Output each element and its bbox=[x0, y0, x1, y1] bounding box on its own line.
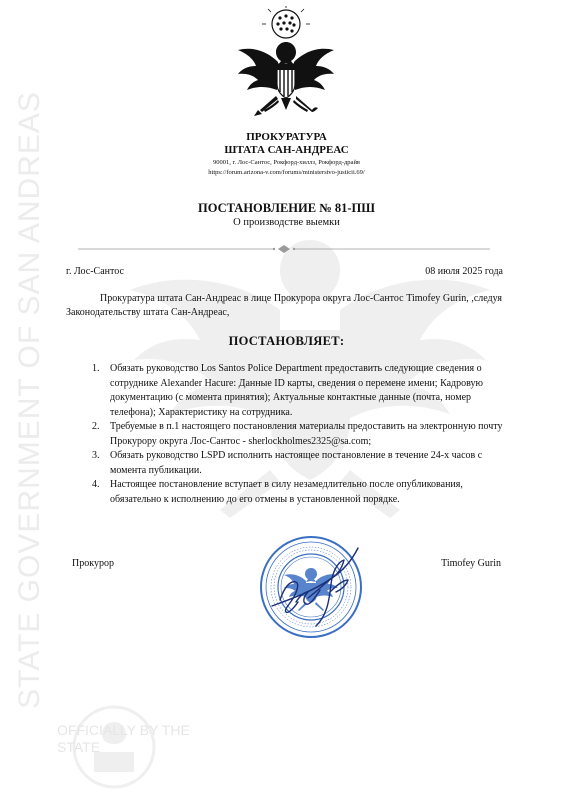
list-item bbox=[80, 449, 510, 478]
decree-heading: ПОСТАНОВЛЯЕТ: bbox=[228, 334, 345, 348]
list-item bbox=[80, 420, 510, 449]
document-place: г. Лос-Сантос bbox=[66, 266, 124, 277]
document-intro: Прокуратура штата Сан-Андреас в лице Прокурора округа Лос-Сантос Timofey Gurin, ,следуя Законодательству штата Сан-Андреас, bbox=[66, 293, 502, 318]
bottom-watermark-text: OFFICIALLY BY THE STATE bbox=[57, 722, 190, 755]
header bbox=[0, 131, 573, 177]
signatory-name: Timofey Gurin bbox=[441, 558, 501, 569]
list-item-number: 3. bbox=[92, 450, 100, 461]
list-item bbox=[80, 362, 510, 420]
org-name-line1: ПРОКУРАТУРА bbox=[246, 131, 327, 143]
list-item bbox=[80, 478, 510, 507]
list-item-number: 1. bbox=[92, 363, 100, 374]
document-date: 08 июля 2025 года bbox=[425, 266, 503, 277]
handwritten-signature-icon bbox=[258, 540, 368, 640]
org-name-line2: ШТАТА САН-АНДРЕАС bbox=[224, 144, 349, 156]
org-address: 90001, г. Лос-Сантос, Рокфорд-хиллз, Рокфорд-драйв bbox=[212, 159, 360, 166]
eagle-emblem-icon bbox=[236, 6, 336, 124]
list-item-text: Настоящее постановление вступает в силу незамедлительно после опубликования, обязательно к исполнению до его отмены в установленной порядке. bbox=[110, 479, 463, 505]
document-subtitle: О производстве выемки bbox=[233, 217, 340, 228]
list-item-number: 4. bbox=[92, 479, 100, 490]
org-url: https://forum.arizona-v.com/forums/ministerstvo-justicii.69/ bbox=[208, 169, 365, 176]
document-title: ПОСТАНОВЛЕНИЕ № 81-ПШ bbox=[197, 201, 376, 215]
signatory-role: Прокурор bbox=[72, 558, 114, 569]
ornamental-divider bbox=[78, 245, 490, 253]
list-item-text: Обязать руководство Los Santos Police Department предоставить следующие сведения о сотруднике Alexander Hacure: Данные ID карты, сведения о перемене имени; Кадровую документацию (с момента принятия); Актуальные контактные данные (почта, номер телефона); Характеристику на сотрудника. bbox=[110, 363, 483, 418]
list-item-text: Требуемые в п.1 настоящего постановления материалы предоставить на электронную почту Прокурору округа Лос-Сантос - sherlockholmes2325@sa.com; bbox=[110, 421, 503, 447]
list-item-text: Обязать руководство LSPD исполнить настоящее постановление в течение 24-х часов с момента публикации. bbox=[110, 450, 483, 476]
decree-items bbox=[80, 362, 510, 507]
vertical-watermark-text: STATE GOVERNMENT OF SAN ANDREAS bbox=[13, 91, 46, 709]
vertical-watermark bbox=[0, 0, 60, 800]
list-item-number: 2. bbox=[92, 421, 100, 432]
